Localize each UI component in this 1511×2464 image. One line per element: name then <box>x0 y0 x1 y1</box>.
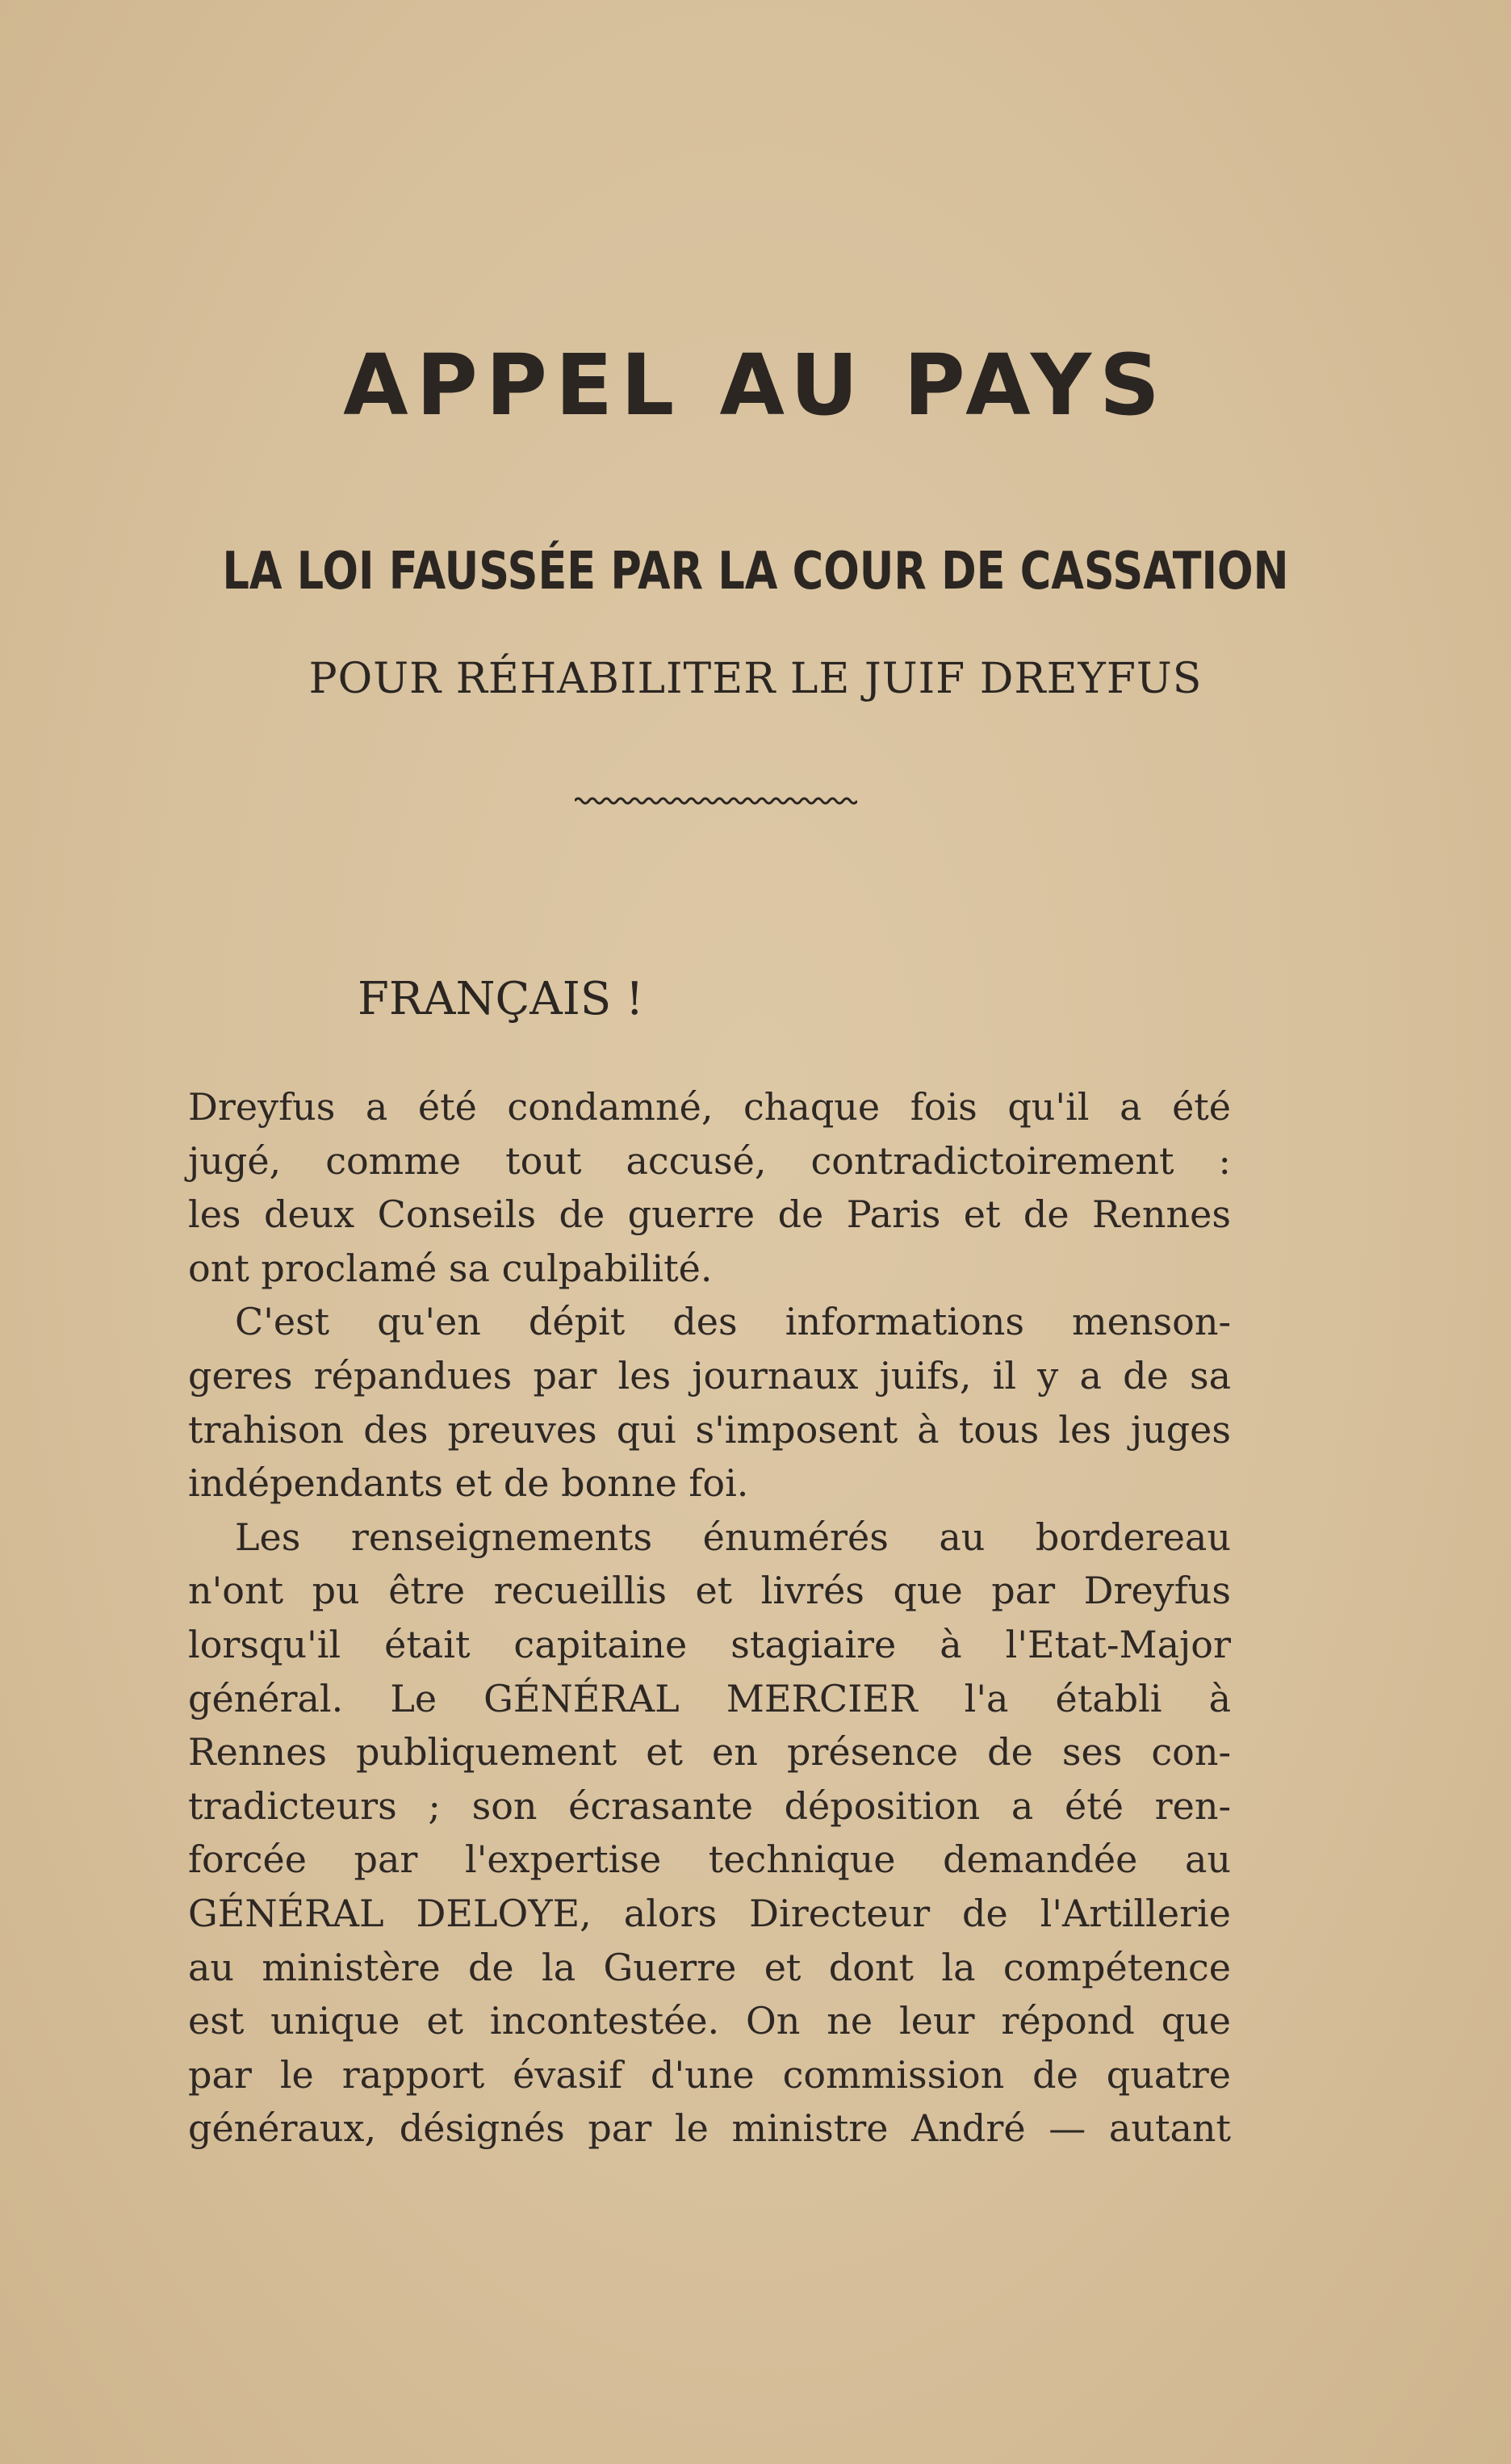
text-line: lorsqu'il était capitaine stagiaire à l'Etat-Major <box>188 1622 1231 1666</box>
text-line: geres répandues par les journaux juifs, il y a de sa <box>188 1353 1231 1398</box>
text-line: forcée par l'expertise technique demandée au <box>188 1838 1231 1882</box>
text-line: général. Le GÉNÉRAL MERCIER l'a établi à <box>188 1676 1231 1720</box>
document-title: APPEL AU PAYS <box>343 336 1168 434</box>
text-line: par le rapport évasif d'une commission de quatre <box>188 2052 1231 2097</box>
salutation: FRANÇAIS ! <box>358 973 644 1025</box>
text-line: indépendants et de bonne foi. <box>188 1461 749 1506</box>
text-line: GÉNÉRAL DELOYE, alors Directeur de l'Artillerie <box>188 1891 1231 1935</box>
text-line: ont proclamé sa culpabilité. <box>188 1246 713 1290</box>
text-line: généraux, désignés par le ministre André — autant <box>188 2106 1231 2151</box>
text-line: est unique et incontestée. On ne leur répond que <box>188 1999 1231 2043</box>
text-line: Dreyfus a été condamné, chaque fois qu'il a été <box>188 1085 1231 1129</box>
text-line: C'est qu'en dépit des informations menson- <box>235 1300 1231 1344</box>
text-line: trahison des preuves qui s'imposent à tous les juges <box>188 1407 1231 1452</box>
wavy-rule-ornament <box>575 795 857 807</box>
text-line: n'ont pu être recueillis et livrés que par Dreyfus <box>188 1569 1231 1613</box>
text-line: Rennes publiquement et en présence de ses con- <box>188 1730 1231 1775</box>
body-text <box>188 1080 1231 2156</box>
text-line: les deux Conseils de guerre de Paris et de Rennes <box>188 1192 1231 1237</box>
document-subsubtitle: POUR RÉHABILITER LE JUIF DREYFUS <box>308 655 1203 703</box>
document-subtitle: LA LOI FAUSSÉE PAR LA COUR DE CASSATION <box>222 542 1289 601</box>
text-line: jugé, comme tout accusé, contradictoirement : <box>188 1138 1231 1183</box>
text-line: tradicteurs ; son écrasante déposition a été ren- <box>188 1783 1231 1828</box>
text-line: Les renseignements énumérés au bordereau <box>235 1515 1231 1559</box>
text-line: au ministère de la Guerre et dont la compétence <box>188 1945 1231 1989</box>
